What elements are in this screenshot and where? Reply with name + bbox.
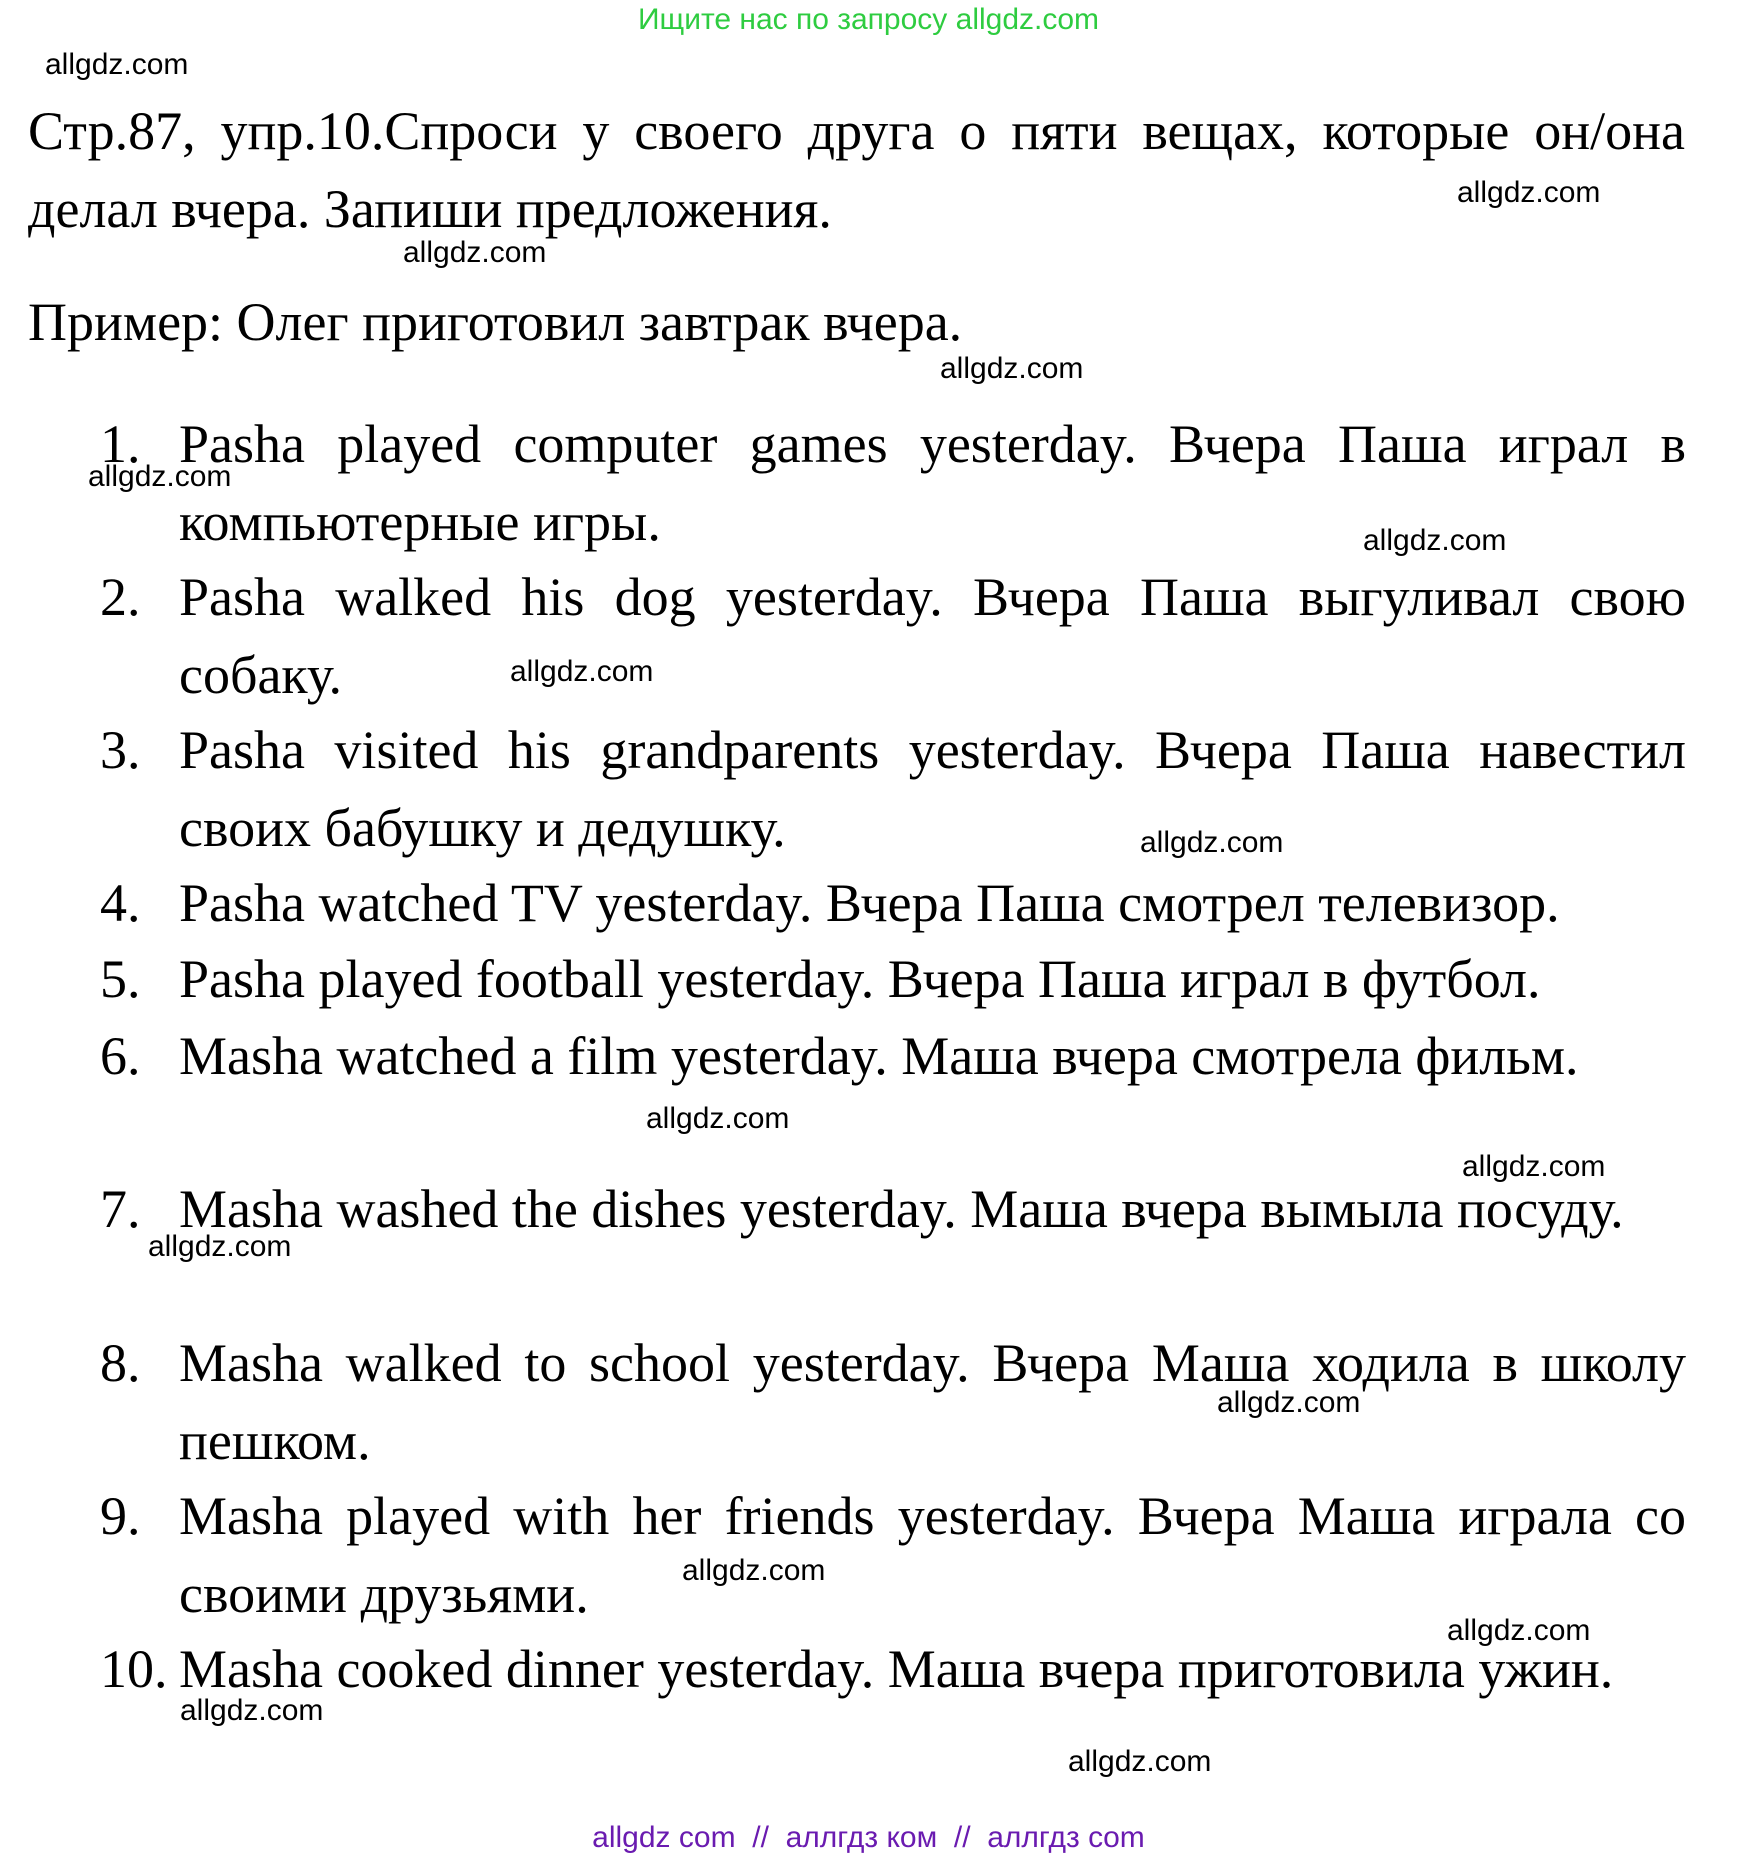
watermark: allgdz.com bbox=[1457, 176, 1601, 209]
item-text: Masha washed the dishes yesterday. Маша вчера вымыла посуду. bbox=[179, 1179, 1624, 1239]
item-number: 1. bbox=[100, 414, 141, 474]
top-banner: Ищите нас по запросу allgdz.com bbox=[637, 3, 1100, 36]
watermark: allgdz.com bbox=[1217, 1386, 1361, 1419]
watermark: allgdz.com bbox=[1363, 524, 1507, 557]
item-text: Masha walked to school yesterday. Вчера Маша ходила в школу пешком. bbox=[179, 1333, 1686, 1471]
list-item bbox=[100, 1324, 1686, 1480]
item-number: 9. bbox=[100, 1486, 141, 1546]
item-text: Masha watched a film yesterday. Маша вчера смотрела фильм. bbox=[179, 1026, 1579, 1086]
watermark: allgdz.com bbox=[148, 1230, 292, 1263]
list-item bbox=[100, 1017, 1686, 1095]
watermark: allgdz.com bbox=[403, 236, 547, 269]
item-number: 10. bbox=[100, 1639, 168, 1699]
watermark: allgdz.com bbox=[1462, 1150, 1606, 1183]
item-text: Pasha played computer games yesterday. Вчера Паша играл в компьютерные игры. bbox=[179, 414, 1686, 552]
item-number: 6. bbox=[100, 1026, 141, 1086]
item-text: Masha played with her friends yesterday. Вчера Маша играла со своими друзьями. bbox=[179, 1486, 1686, 1624]
watermark: allgdz.com bbox=[180, 1694, 324, 1727]
footer: allgdz com // аллгдз ком // аллгдз com bbox=[592, 1821, 1145, 1854]
watermark: allgdz.com bbox=[646, 1102, 790, 1135]
item-text: Pasha walked his dog yesterday. Вчера Паша выгуливал свою собаку. bbox=[179, 567, 1686, 705]
watermark: allgdz.com bbox=[45, 48, 189, 81]
item-number: 4. bbox=[100, 873, 141, 933]
watermark: allgdz.com bbox=[940, 352, 1084, 385]
item-number: 8. bbox=[100, 1333, 141, 1393]
item-text: Masha cooked dinner yesterday. Маша вчера приготовила ужин. bbox=[179, 1639, 1614, 1699]
exercise-title: Стр.87, упр.10.Спроси у своего друга о пяти вещах, которые он/она делал вчера. Запиши предложения. bbox=[28, 101, 1685, 239]
list-item bbox=[100, 1477, 1686, 1633]
watermark: allgdz.com bbox=[1068, 1745, 1212, 1778]
example-sentence: Пример: Олег приготовил завтрак вчера. bbox=[28, 292, 963, 352]
watermark: allgdz.com bbox=[88, 460, 232, 493]
item-number: 3. bbox=[100, 720, 141, 780]
item-text: Pasha watched TV yesterday. Вчера Паша смотрел телевизор. bbox=[179, 873, 1560, 933]
list-item bbox=[100, 1170, 1686, 1248]
list-item bbox=[100, 711, 1686, 867]
watermark: allgdz.com bbox=[682, 1554, 826, 1587]
list-item bbox=[100, 940, 1686, 1018]
item-number: 7. bbox=[100, 1179, 141, 1239]
item-number: 2. bbox=[100, 567, 141, 627]
list-item bbox=[100, 558, 1686, 714]
item-text: Pasha played football yesterday. Вчера Паша играл в футбол. bbox=[179, 949, 1541, 1009]
watermark: allgdz.com bbox=[510, 655, 654, 688]
watermark: allgdz.com bbox=[1447, 1614, 1591, 1647]
item-number: 5. bbox=[100, 949, 141, 1009]
item-text: Pasha visited his grandparents yesterday. Вчера Паша навестил своих бабушку и дедушку. bbox=[179, 720, 1686, 858]
list-item bbox=[100, 864, 1686, 942]
watermark: allgdz.com bbox=[1140, 826, 1284, 859]
